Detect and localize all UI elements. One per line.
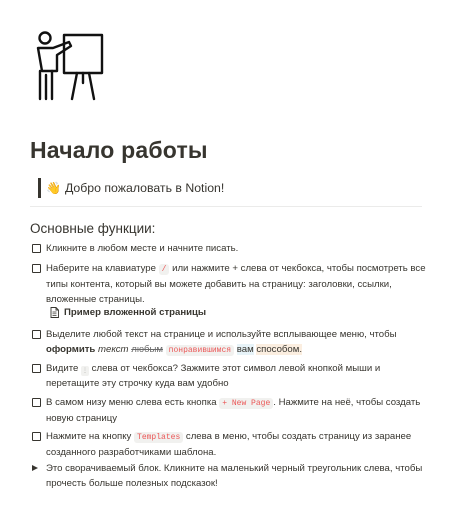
todo-item[interactable] — [32, 261, 432, 307]
todo-item[interactable] — [32, 429, 432, 460]
todo-checkbox[interactable] — [32, 264, 41, 273]
toggle-text: Это сворачиваемый блок. Кликните на маленький черный треугольник слева, чтобы прочесть больше полезных подсказок! — [46, 463, 423, 489]
presenter-board-icon — [32, 30, 108, 102]
todo-item[interactable] — [32, 361, 432, 391]
todo-text: Нажмите на кнопку Templates слева в меню, чтобы создать страницу из заранее созданного разработчиками шаблона. — [46, 431, 412, 458]
document-icon — [50, 307, 59, 318]
todo-text: Наберите на клавиатуре / или нажмите + слева от чекбокса, чтобы посмотреть все типы контента, который вы можете добавить на страницу: заголовки, ссылки, вложенные страницы. — [46, 263, 426, 305]
section-heading[interactable]: Основные функции: — [30, 221, 156, 236]
page-title[interactable]: Начало работы — [30, 137, 208, 163]
todo-checkbox[interactable] — [32, 330, 41, 339]
inline-code: Templates — [134, 432, 183, 443]
callout-text: Добро пожаловать в Notion! — [64, 181, 225, 195]
todo-text: Выделите любой текст на странице и используйте всплывающее меню, чтобы оформить текст любым понравившимся вам способом. — [46, 329, 397, 355]
todo-checkbox[interactable] — [32, 244, 41, 253]
todo-checkbox[interactable] — [32, 364, 41, 373]
todo-item[interactable] — [32, 241, 432, 256]
todo-text: В самом низу меню слева есть кнопка + New Page . Нажмите на неё, чтобы создать новую страницу — [46, 397, 421, 424]
todo-text: Видите ⋮ слева от чекбокса? Зажмите этот символ левой кнопкой мыши и перетащите эту строчку куда вам удобно — [46, 363, 381, 389]
drag-handle-icon: ⋮ — [82, 368, 89, 374]
todo-item[interactable] — [32, 327, 432, 358]
subpage-label: Пример вложенной страницы — [64, 307, 207, 318]
inline-code: + New Page — [219, 398, 273, 409]
divider — [30, 206, 422, 207]
page-icon-presenter[interactable] — [32, 30, 108, 102]
waving-hand-icon: 👋 — [46, 181, 61, 195]
todo-item[interactable] — [32, 395, 432, 426]
subpage-link[interactable] — [50, 307, 206, 318]
todo-checkbox[interactable] — [32, 432, 41, 441]
todo-text: Кликните в любом месте и начните писать. — [46, 243, 239, 254]
toggle-triangle-icon[interactable] — [32, 465, 38, 471]
toggle-block[interactable] — [32, 461, 432, 491]
inline-code: понравившимся — [166, 345, 234, 356]
inline-code: / — [159, 264, 170, 275]
todo-checkbox[interactable] — [32, 398, 41, 407]
welcome-callout[interactable] — [38, 178, 428, 198]
